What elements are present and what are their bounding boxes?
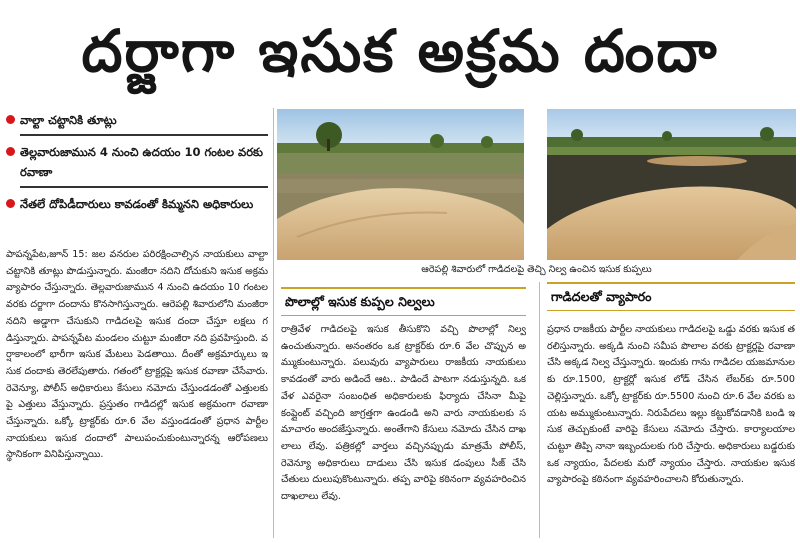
bullet-item xyxy=(6,194,268,214)
bullet-item xyxy=(6,110,268,136)
bullet-text: తెల్లవారుజామున 4 నుంచి ఉదయం 10 గంటల వరకు రవాణా xyxy=(20,145,264,179)
bullet-list xyxy=(6,110,268,220)
bullet-dot-icon xyxy=(6,199,15,208)
bullet-dot-icon xyxy=(6,115,15,124)
headline: దర్జాగా ఇసుక అక్రమ దందా xyxy=(81,17,719,85)
bullet-text: నేతలే దోపిడీదారులు కావడంతో కిమ్మనని అధికారులు xyxy=(20,197,254,211)
article-column-1: పాపన్నపేట,జూన్ 15: జల వనరుల పరిరక్షించాల్సిన నాయకులు వాల్టా చట్టానికి తూట్లు పొడుస్తున్నారు. మంజీరా నదిని దోచుకుని ఇసుక అక్రమ వ్యాపారం చేస్తున్నారు. తెల్లవారుజామున 4 నుంచి ఉదయం 10 గంటల వరకు దర్జాగా దందాను కొనసాగిస్తున్నారు. ఆరెపల్లి శివారులోని మంజీరా నదిని అడ్డాగా చేసుకుని గాడిదలపై ఇసుక దందా చేస్తూ లక్షలు గడిస్తున్నారు. పాపన్నపేట మండలం చుట్టూ మంజీరా నది ప్రవహిస్తుంది. వర్షాకాలంలో భారీగా ఇసుక మేటలు పెడతాయి. దీంతో అక్రమార్కులు ఇసుక దందాకు తెరలేపుతారు. గతంలో ట్రాక్టర్లపై ఇసుక రవాణా చేసేవారు. రెవెన్యూ, పోలీస్ అధికారులు కేసులు నమోదు చేస్తుండడంతో ఎత్తులకు పై ఎత్తులు వేస్తున్నారు. ప్రస్తుతం గాడిదల్లో ఇసుక అక్రమంగా రవాణా చేస్తున్నారు. ఒక్కో ట్రాక్టర్‌కు రూ.6 వేల వస్తుండడంతో ప్రధాన పార్టీల నాయకులు ఇసుక దందాలో పాలుపంచుకుంటున్నారన్న ఆరోపణలు స్థానికంగా వినిపిస్తున్నాయి. xyxy=(6,249,268,461)
sand-pile-photo-2 xyxy=(547,109,796,260)
sand-pile-photo-1-image xyxy=(277,109,524,260)
bullet-divider xyxy=(20,134,268,136)
article-column-2: రాత్రివేళ గాడిదలపై ఇసుక తీసుకొని వచ్చి పొలాల్లో నిల్వ ఉంచుతున్నారు. అనంతరం ఒక ట్రాక్టర్‌కు రూ.6 వేల చొప్పున అమ్ముకుంటున్నారు. పలువురు వ్యాపారులు రాజకీయ నాయకులు కావడంతో వారు అడిందే ఆట.. పాడిందే పాటగా నడుస్తున్నది. ఒక వేళ ఎవరైనా సంబంధిత అధికారులకు ఫిర్యాదు చేసినా మీపై కంప్లైంట్ వచ్చింది జాగ్రత్తగా ఉండండి అని వారు నాయకులకు సమాచారం అందజేస్తున్నారు. అంతేగాని కేసులు నమోదు చేసిన దాఖలాలు లేవు. పత్రికల్లో వార్తలు వచ్చినప్పుడు మాత్రమే పోలీస్, రెవెన్యూ అధికారులు దాడులు చేసి ఇసుక డంపులు సీజ్ చేసి చేతులు దులుపుకొంటున్నారు. తప్ప వారిపై కఠినంగా వ్యవహరించిన దాఖలాలు లేవు. xyxy=(281,324,526,503)
subheading-column-3: గాడిదలతో వ్యాపారం xyxy=(547,282,795,311)
bullet-dot-icon xyxy=(6,147,15,156)
column-divider xyxy=(539,282,540,538)
article-column-3: ప్రధాన రాజకీయ పార్టీల నాయకులు గాడిదలపై ఒడ్డు వరకు ఇసుక తరలిస్తున్నారు. అక్కడి నుంచి సమీప పొలాల వరకు ట్రాక్టర్లపై రవాణా చేసి అక్కడ నిల్వ చేస్తున్నారు. ఇందుకు గాను గాడిదల యజమానులకు రూ.1500, ట్రాక్టర్లో ఇసుక లోడ్ చేసిన లేబర్‌కు రూ.500 చెల్లిస్తున్నారు. ఒక్కో ట్రాక్టర్‌కు రూ.5500 నుంచి రూ.6 వేల వరకు బయట అమ్ముకుంటున్నారు. నిరుపేదలు ఇల్లు కట్టుకోవడానికి బండి ఇసుక తెచ్చుకుంటే వారిపై కేసులు నమోదు చేస్తారు. కార్యాలయాల చుట్టూ తిప్పి నానా ఇబ్బందులకు గురి చేస్తారు. అధికారులు బడ్డరుకు ఒక న్యాయం, పేదలకు మరో న్యాయం చేస్తారు. నాయకుల ఇసుక వ్యాపారంపై కఠినంగా వ్యవహరించాలని కోరుతున్నారు. xyxy=(547,324,795,486)
column-divider xyxy=(273,108,274,538)
sand-pile-photo-1 xyxy=(277,109,524,260)
photo-caption: ఆరెపల్లి శివారులో గాడిదలపై తెచ్చి నిల్వ ఉంచిన ఇసుక కుప్పలు xyxy=(421,264,652,275)
bullet-text: వాల్టా చట్టానికి తూట్లు xyxy=(20,113,117,127)
bullet-item xyxy=(6,142,268,188)
subheading-column-2: పొలాల్లో ఇసుక కుప్పల నిల్వలు xyxy=(281,287,526,316)
bullet-divider xyxy=(20,186,268,188)
sand-pile-photo-2-image xyxy=(547,109,796,260)
